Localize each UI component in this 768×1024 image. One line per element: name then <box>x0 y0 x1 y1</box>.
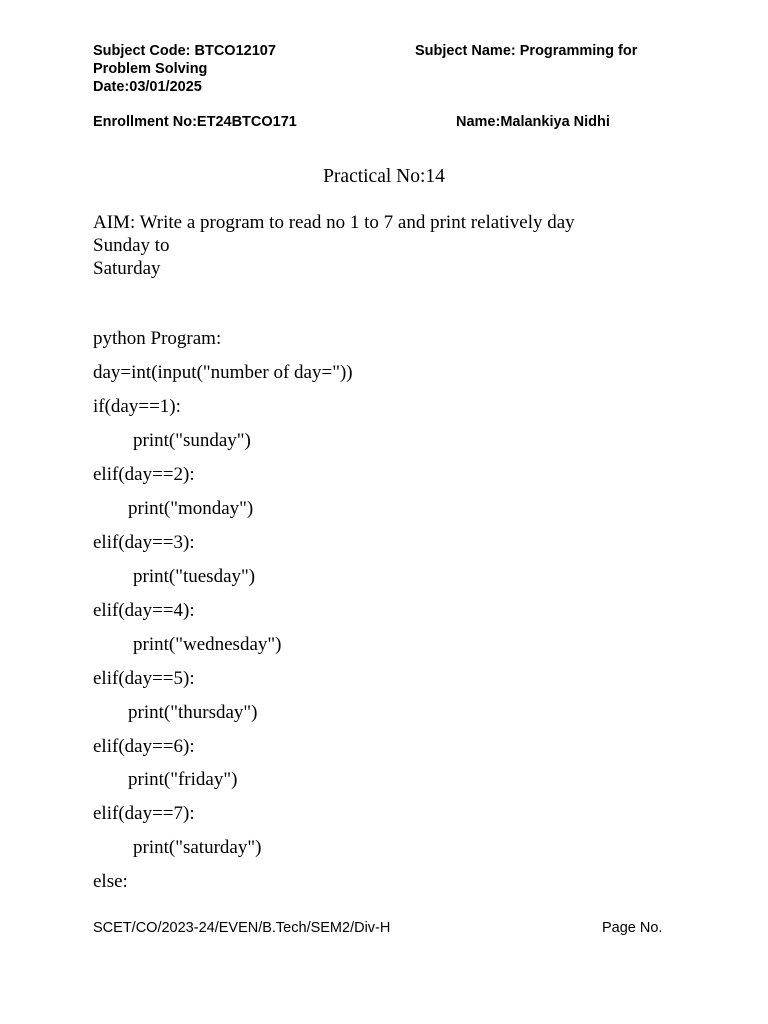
date: Date:03/01/2025 <box>93 79 202 95</box>
subject-name-continued: Problem Solving <box>93 61 208 77</box>
aim-line-3: Saturday <box>93 258 161 279</box>
footer-course-path: SCET/CO/2023-24/EVEN/B.Tech/SEM2/Div-H <box>93 920 391 936</box>
code-line: print("saturday") <box>133 837 262 858</box>
code-line: elif(day==7): <box>93 803 195 824</box>
enrollment-number: Enrollment No:ET24BTCO171 <box>93 114 297 130</box>
code-line: print("monday") <box>128 498 254 519</box>
code-line: print("friday") <box>128 769 238 790</box>
code-line: print("sunday") <box>133 430 251 451</box>
code-line: print("wednesday") <box>133 634 282 655</box>
code-line: print("tuesday") <box>133 566 256 587</box>
footer-page-label: Page No. <box>602 920 663 936</box>
subject-name: Subject Name: Programming for <box>415 43 638 59</box>
aim-line-2: Sunday to <box>93 235 170 256</box>
code-line: elif(day==2): <box>93 464 195 485</box>
code-line: elif(day==4): <box>93 600 195 621</box>
subject-code: Subject Code: BTCO12107 <box>93 43 276 59</box>
code-line: elif(day==5): <box>93 668 195 689</box>
program-heading: python Program: <box>93 328 222 349</box>
student-name: Name:Malankiya Nidhi <box>456 114 610 130</box>
code-line: day=int(input("number of day=")) <box>93 362 353 383</box>
code-line: if(day==1): <box>93 396 181 417</box>
aim-line-1: AIM: Write a program to read no 1 to 7 and print relatively day <box>93 212 575 233</box>
code-line: elif(day==3): <box>93 532 195 553</box>
code-line: print("thursday") <box>128 702 258 723</box>
practical-title: Practical No:14 <box>323 166 445 187</box>
code-line: else: <box>93 871 128 892</box>
code-line: elif(day==6): <box>93 736 195 757</box>
